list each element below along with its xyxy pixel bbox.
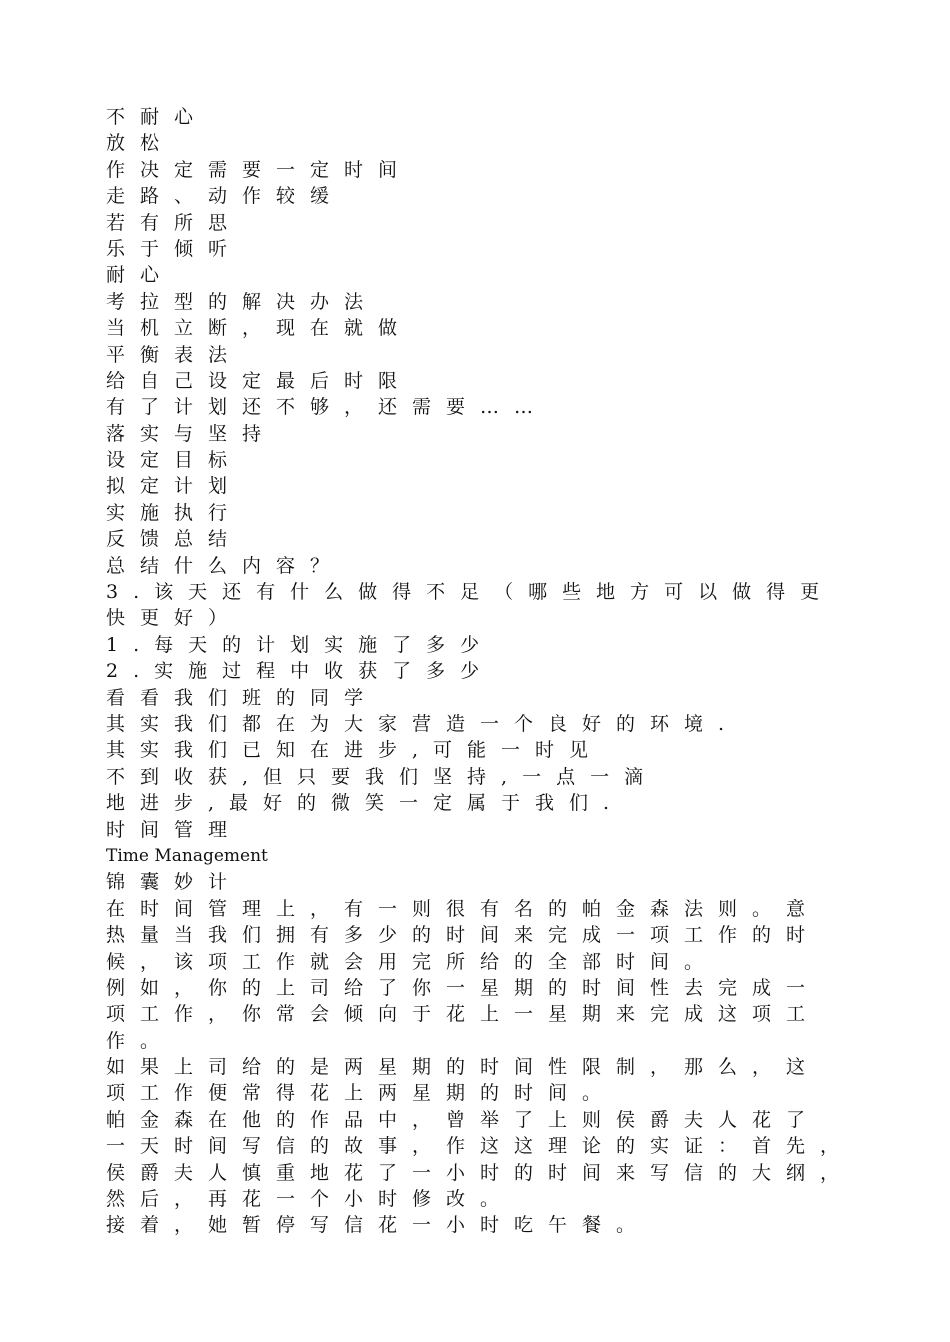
text-line: 总结什么内容？ (106, 554, 345, 577)
text-line: 例如，你的上司给了你一星期的时间性去完成一 (106, 976, 821, 999)
section-subtitle: Time Management (106, 845, 268, 866)
text-line: 其实我们都在为大家营造一个良好的环境. (106, 712, 740, 735)
text-line: 给自己设定最后时限 (106, 369, 413, 392)
text-line: 其实我们已知在进步,可能一时见 (106, 739, 604, 762)
document-page (106, 104, 866, 1239)
text-line: 快更好） (106, 607, 243, 630)
text-line: 实施执行 (106, 501, 243, 524)
text-line: 3.该天还有什么做得不足（哪些地方可以做得更 (106, 581, 835, 604)
text-line: 接着，她暂停写信花一小时吃午餐。 (106, 1214, 651, 1237)
text-line: 不到收获,但只要我们坚持,一点一滴 (106, 765, 659, 788)
text-line: 乐于倾听 (106, 237, 243, 260)
text-line: 项工作，你常会倾向于花上一星期来完成这项工 (106, 1003, 821, 1026)
text-line: 考拉型的解决办法 (106, 290, 379, 313)
text-line: 侯爵夫人慎重地花了一小时的时间来写信的大纲， (106, 1161, 855, 1184)
text-line: 项工作便常得花上两星期的时间。 (106, 1082, 617, 1105)
section-heading: 锦囊妙计 (106, 871, 243, 894)
text-line: 候，该项工作就会用完所给的全部时间。 (106, 950, 719, 973)
text-line: 走路、动作较缓 (106, 185, 345, 208)
text-line: 有了计划还不够，还需要…… (106, 396, 549, 419)
text-line: 看看我们班的同学 (106, 686, 379, 709)
text-line: 作。 (106, 1029, 175, 1052)
text-line: 落实与坚持 (106, 422, 277, 445)
text-line: 拟定计划 (106, 475, 243, 498)
text-line: 放松 (106, 132, 175, 155)
text-line: 热量当我们拥有多少的时间来完成一项工作的时 (106, 924, 821, 947)
text-line: 在时间管理上，有一则很有名的帕金森法则。意 (106, 897, 821, 920)
text-line: 不耐心 (106, 106, 209, 128)
text-line: 反馈总结 (106, 528, 243, 551)
text-line: 当机立断，现在就做 (106, 317, 413, 340)
text-line: 作决定需要一定时间 (106, 158, 413, 181)
text-line: 设定目标 (106, 449, 243, 472)
text-line: 如果上司给的是两星期的时间性限制，那么，这 (106, 1056, 821, 1079)
text-line: 帕金森在他的作品中，曾举了上则侯爵夫人花了 (106, 1108, 821, 1131)
text-line: 2.实施过程中收获了多少 (106, 660, 495, 683)
text-line: 若有所思 (106, 211, 243, 234)
text-line: 耐心 (106, 264, 175, 287)
text-line: 1.每天的计划实施了多少 (106, 633, 495, 656)
text-line: 平衡表法 (106, 343, 243, 366)
text-line: 然后，再花一个小时修改。 (106, 1188, 515, 1211)
text-line: 一天时间写信的故事，作这这理论的实证：首先， (106, 1135, 855, 1158)
section-title: 时间管理 (106, 818, 243, 841)
text-line: 地进步,最好的微笑一定属于我们. (106, 792, 625, 815)
